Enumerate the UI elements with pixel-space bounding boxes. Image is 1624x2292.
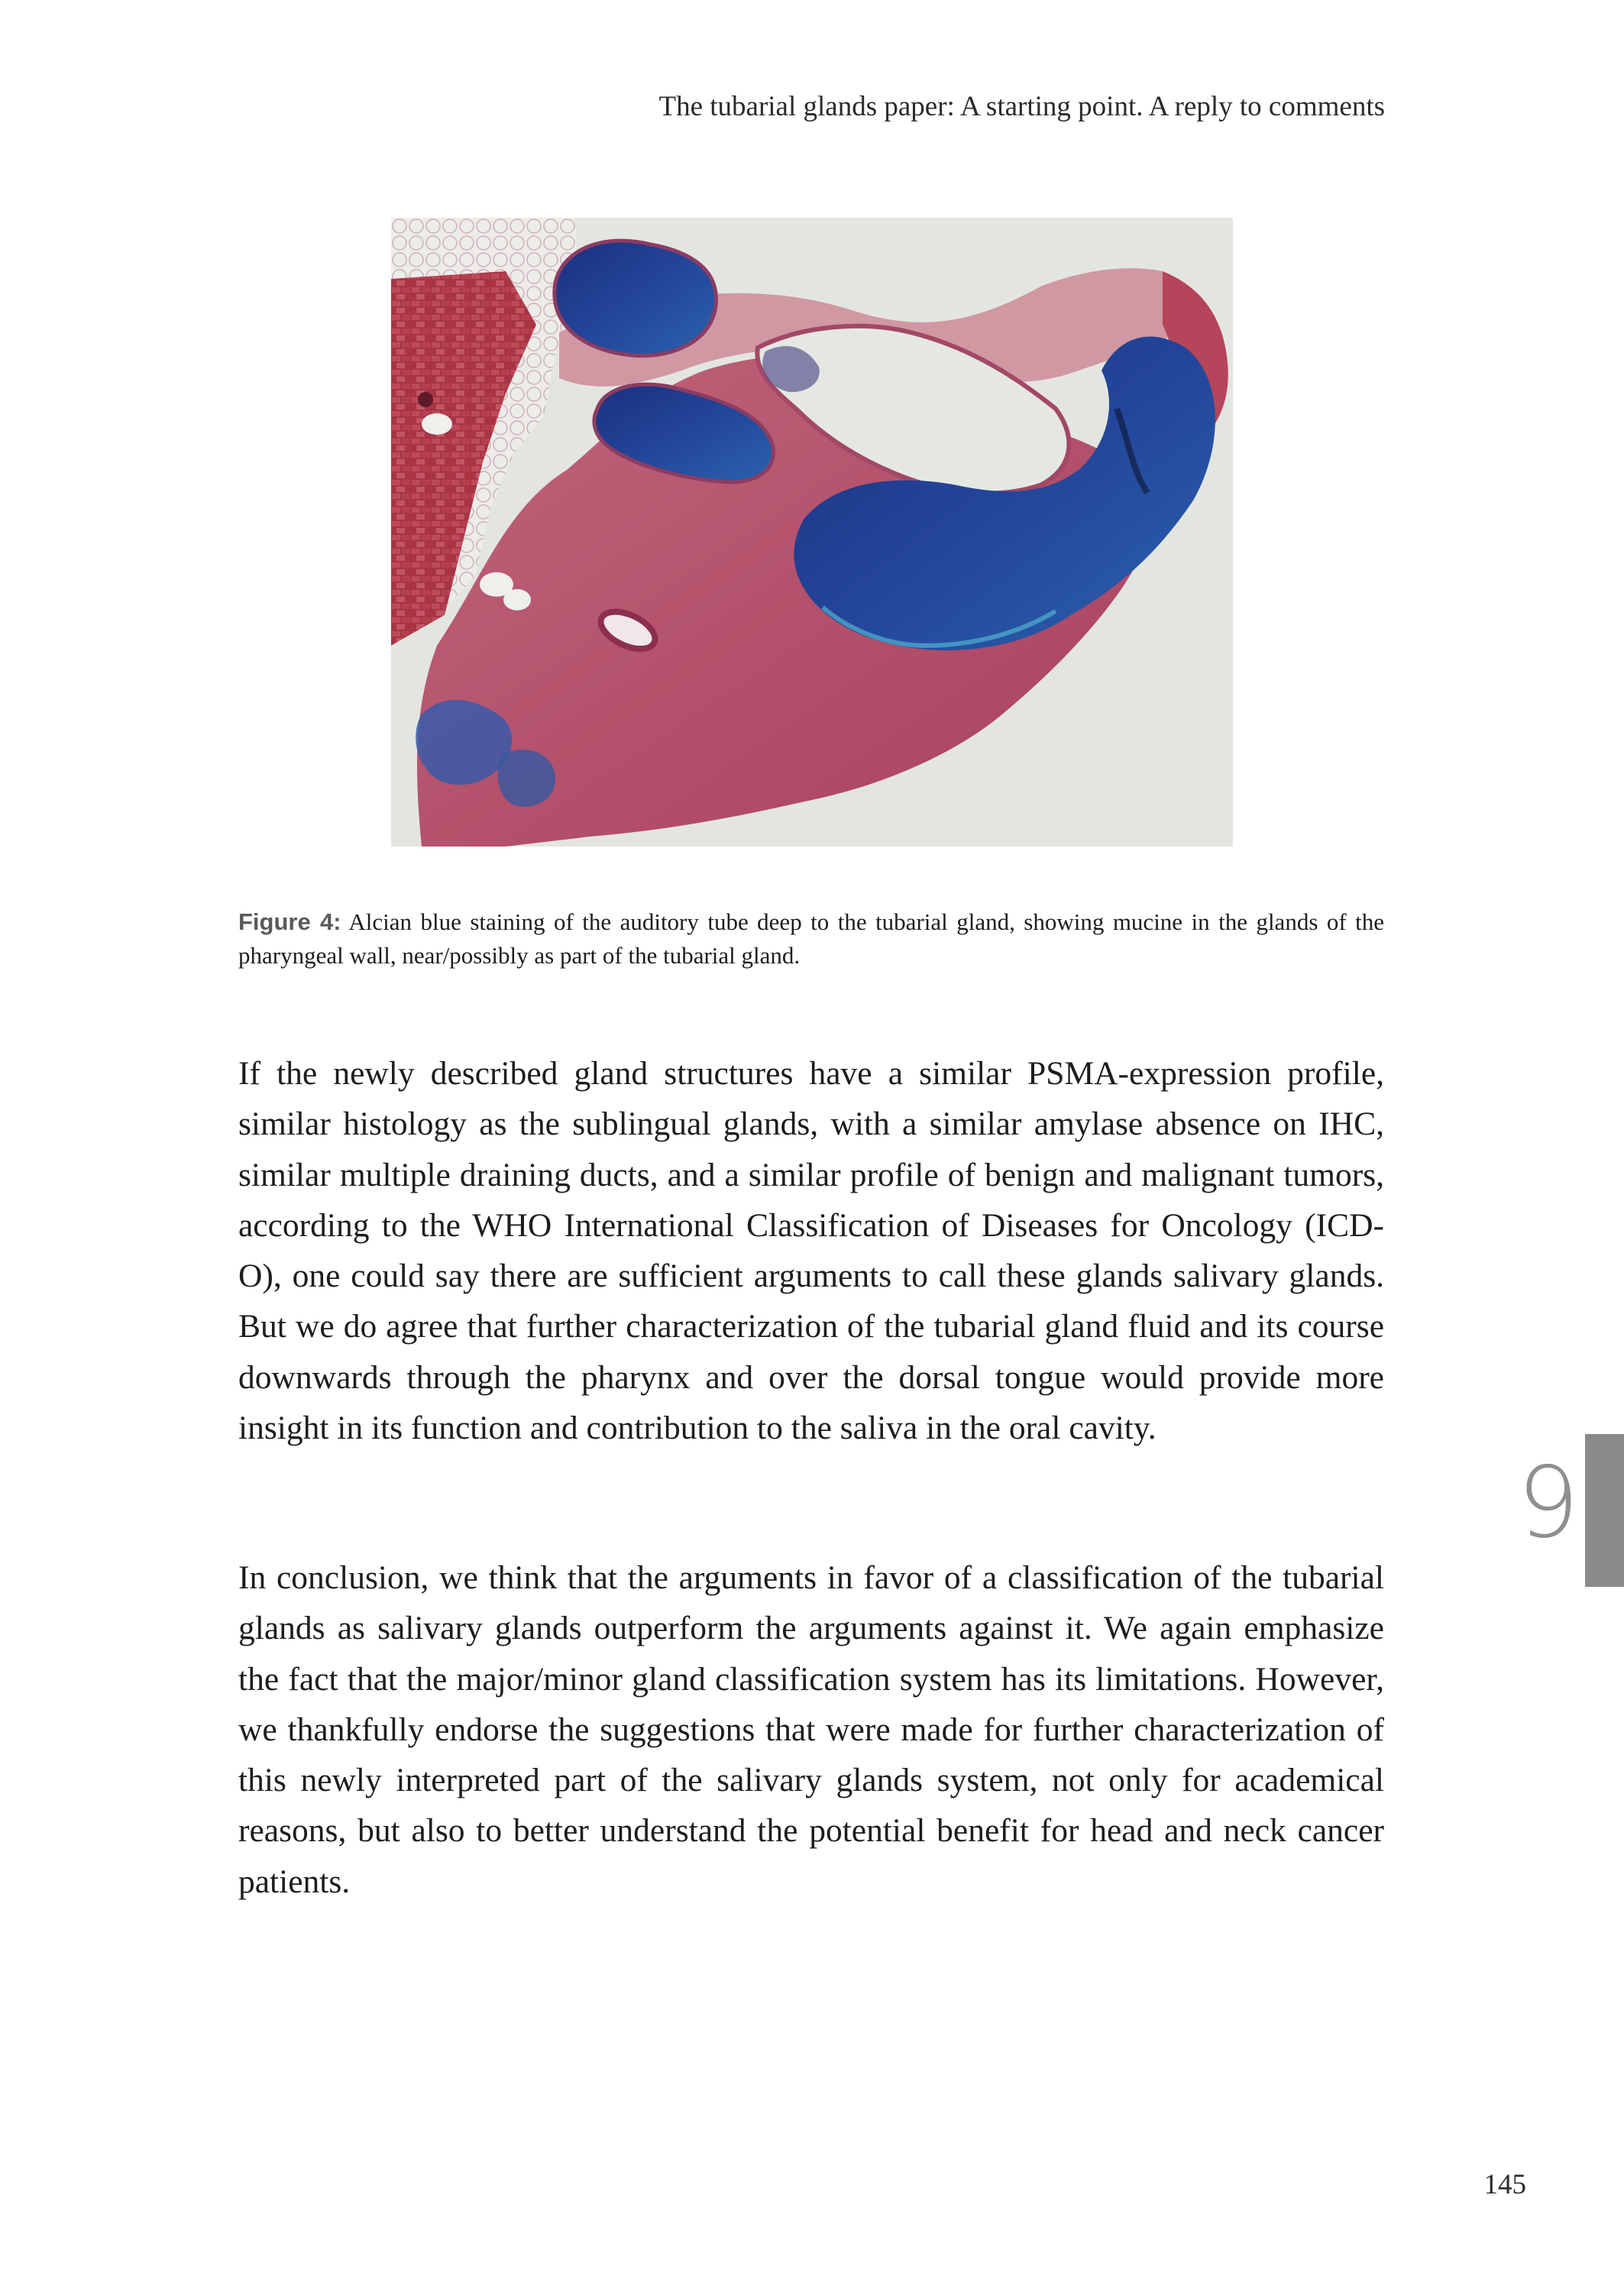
- body-paragraph-2: In conclusion, we think that the arguments in favor of a classification of the tubarial glands as salivary glands outperform the arguments against it. We again emphasize the fact that the major/minor gland classification system has its limitations. However, we thankfully endorse the suggestions that were made for further characterization of this newly interpreted part of the salivary glands system, not only for academical reasons, but also to better understand the potential benefit for head and neck cancer patients.: [238, 1559, 1384, 1900]
- alcian-blue-micrograph: [391, 218, 1233, 847]
- adipocyte-cluster-3: [422, 413, 452, 435]
- mucin-gland-upper: [555, 241, 717, 356]
- histology-figure: [391, 218, 1233, 847]
- running-head: The tubarial glands paper: A starting point. A reply to comments: [658, 91, 1385, 122]
- figure-label: Figure 4:: [238, 908, 341, 935]
- muscle-dark-spot: [418, 392, 433, 407]
- chapter-number: 9: [1517, 1446, 1580, 1560]
- adipocyte-cluster-2: [503, 589, 531, 610]
- figure-caption: [238, 905, 1384, 973]
- chapter-tab: [1585, 1434, 1624, 1587]
- figure-caption-text: Alcian blue staining of the auditory tube deep to the tubarial gland, showing mucine in the glands of the pharyngeal wall, near/possibly as part of the tubarial gland.: [238, 908, 1385, 969]
- page-number: 145: [1483, 2169, 1526, 2200]
- body-paragraph-1: If the newly described gland structures have a similar PSMA-expression profile, similar histology as the sublingual glands, with a similar amylase absence on IHC, similar multiple draining ducts, and a similar profile of benign and malignant tumors, according to the WHO International Classification of Diseases for Oncology (ICD-O), one could say there are sufficient arguments to call these glands salivary glands. But we do agree that further characterization of the tubarial gland fluid and its course downwards through the pharynx and over the dorsal tongue would provide more insight in its function and contribution to the saliva in the oral cavity.: [238, 1055, 1384, 1447]
